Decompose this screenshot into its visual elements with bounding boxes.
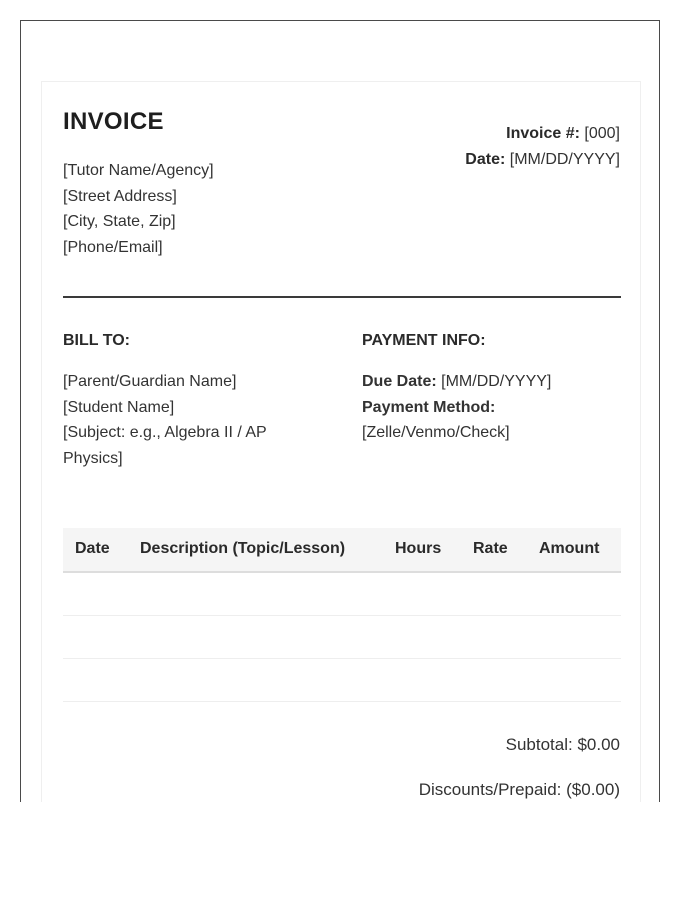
bill-to-subject-cont: Physics] xyxy=(63,449,123,467)
column-header-amount: Amount xyxy=(539,540,600,557)
due-date-label: Due Date: xyxy=(362,373,437,390)
header-divider xyxy=(63,296,621,298)
bill-to-parent: [Parent/Guardian Name] xyxy=(63,373,237,390)
invoice-date-line xyxy=(465,147,620,173)
column-header-date: Date xyxy=(75,540,110,557)
bill-to-subject: [Subject: e.g., Algebra II / AP xyxy=(63,424,267,442)
bill-to-block xyxy=(63,369,303,471)
bill-to-student: [Student Name] xyxy=(63,398,175,416)
payment-info-heading: PAYMENT INFO: xyxy=(362,332,486,349)
table-row xyxy=(63,616,621,659)
sender-name: [Tutor Name/Agency] xyxy=(63,162,214,179)
discount-label: Discounts/Prepaid: xyxy=(418,780,562,799)
payment-info-block xyxy=(362,369,551,446)
subtotal-label: Subtotal: xyxy=(505,735,573,754)
invoice-sheet xyxy=(41,81,641,802)
table-row xyxy=(63,659,621,702)
invoice-number-value: [000] xyxy=(584,125,620,142)
column-header-description: Description (Topic/Lesson) xyxy=(140,540,346,557)
due-date-value: [MM/DD/YYYY] xyxy=(441,373,552,390)
document-frame xyxy=(20,20,660,802)
sender-city: [City, State, Zip] xyxy=(63,213,176,231)
invoice-date-value: [MM/DD/YYYY] xyxy=(509,151,620,168)
invoice-date-label: Date: xyxy=(465,151,506,168)
table-header xyxy=(63,528,621,573)
invoice-meta xyxy=(465,121,620,173)
sender-street: [Street Address] xyxy=(63,187,177,205)
payment-method-label: Payment Method: xyxy=(362,398,496,416)
payment-method-value: [Zelle/Venmo/Check] xyxy=(362,424,510,442)
discount-line xyxy=(419,780,620,800)
line-items-table xyxy=(63,528,621,702)
column-header-hours: Hours xyxy=(395,540,442,557)
subtotal-line xyxy=(506,735,620,755)
due-date-line xyxy=(362,369,551,395)
sender-address-block xyxy=(63,158,214,260)
column-header-rate: Rate xyxy=(473,540,508,557)
table-row xyxy=(63,573,621,616)
invoice-title: INVOICE xyxy=(63,108,164,135)
discount-value: ($0.00) xyxy=(566,780,620,799)
sender-contact: [Phone/Email] xyxy=(63,238,163,256)
invoice-number-label: Invoice #: xyxy=(506,125,580,142)
invoice-number-line xyxy=(465,121,620,147)
bill-to-heading: BILL TO: xyxy=(63,332,130,349)
subtotal-value: $0.00 xyxy=(577,735,620,754)
